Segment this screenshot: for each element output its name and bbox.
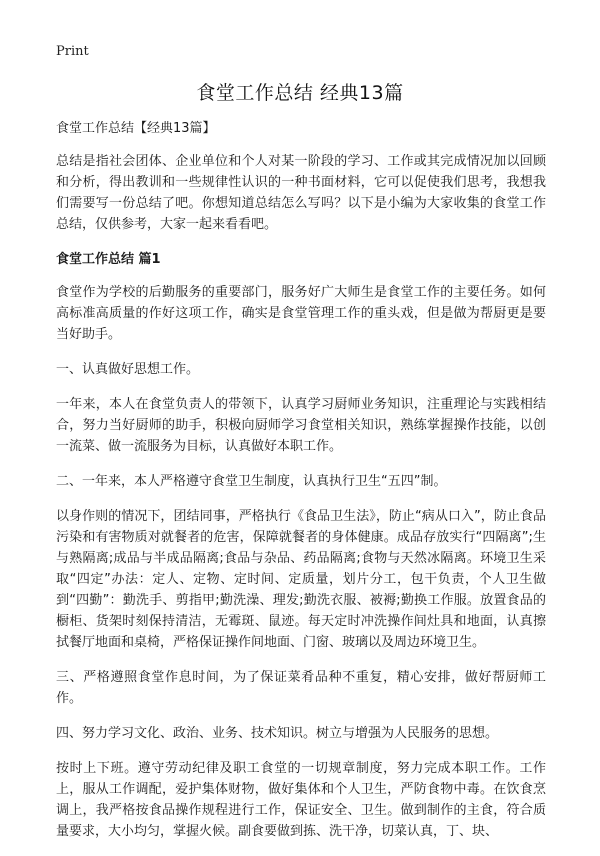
body-paragraph: 食堂作为学校的后勤服务的重要部门，服务好广大师生是食堂工作的主要任务。如何高标准高质量的作好这项工作，确实是食堂管理工作的重头戏，但是做为帮厨更是要当好助手。 (56, 285, 546, 342)
body-paragraph: 以身作则的情况下，团结同事，严格执行《食品卫生法》，防止“病从口入”，防止食品污染和有害物质对就餐者的危害，保障就餐者的身体健康。成品存放实行“四隔离”;生与熟隔离;成品与半成品隔离;食品与杂品、药品隔离;食物与天然冰隔离。环境卫生采取“四定”办法：定人、定物、定时间、定质量，划片分工，包干负责，个人卫生做到“四勤”：勤洗手、剪指甲;勤洗澡、理发;勤洗衣服、被褥;勤换工作服。放置食品的橱柜、货架时刻保持清洁，无霉斑、鼠迹。每天定时冲洗操作间灶具和地面，认真擦拭餐厅地面和桌椅，严格保证操作间地面、门窗、玻璃以及周边环境卫生。 (56, 509, 546, 650)
document-body (56, 118, 546, 856)
print-link[interactable]: Print (56, 44, 89, 59)
body-paragraph: 一、认真做好思想工作。 (56, 362, 200, 377)
document-title: 食堂工作总结 经典13篇 (196, 82, 404, 104)
body-paragraph: 一年来，本人在食堂负责人的带领下，认真学习厨师业务知识，注重理论与实践相结合，努力当好厨师的助手，积极向厨师学习食堂相关知识，熟练掌握操作技能，以创一流菜、做一流服务为目标，认真做好本职工作。 (56, 397, 546, 454)
section-heading: 食堂工作总结 篇1 (56, 252, 161, 267)
body-paragraph: 按时上下班。遵守劳动纪律及职工食堂的一切规章制度，努力完成本职工作。工作上，服从工作调配，爱护集体财物，做好集体和个人卫生，严防食物中毒。在饮食烹调上，我严格按食品操作规程进行工作，保证安全、卫生。做到制作的主食，符合质量要求，大小均匀，掌握火候。副食要做到拣、洗干净，切菜认真，丁、块、 (56, 761, 546, 839)
body-paragraph: 三、严格遵照食堂作息时间，为了保证菜肴品种不重复，精心安排，做好帮厨师工作。 (56, 670, 546, 706)
body-paragraph: 二、一年来，本人严格遵守食堂卫生制度，认真执行卫生“五四”制。 (56, 474, 447, 489)
body-paragraph: 四、努力学习文化、政治、业务、技术知识。树立与增强为人民服务的思想。 (56, 726, 499, 741)
document-subtitle: 食堂工作总结【经典13篇】 (56, 121, 216, 136)
intro-paragraph: 总结是指社会团体、企业单位和个人对某一阶段的学习、工作或其完成情况加以回顾和分析，得出教训和一些规律性认识的一种书面材料，它可以促使我们思考，我想我们需要写一份总结了吧。你想知道总结怎么写吗？以下是小编为大家收集的食堂工作总结，仅供参考，大家一起来看看吧。 (56, 154, 546, 232)
